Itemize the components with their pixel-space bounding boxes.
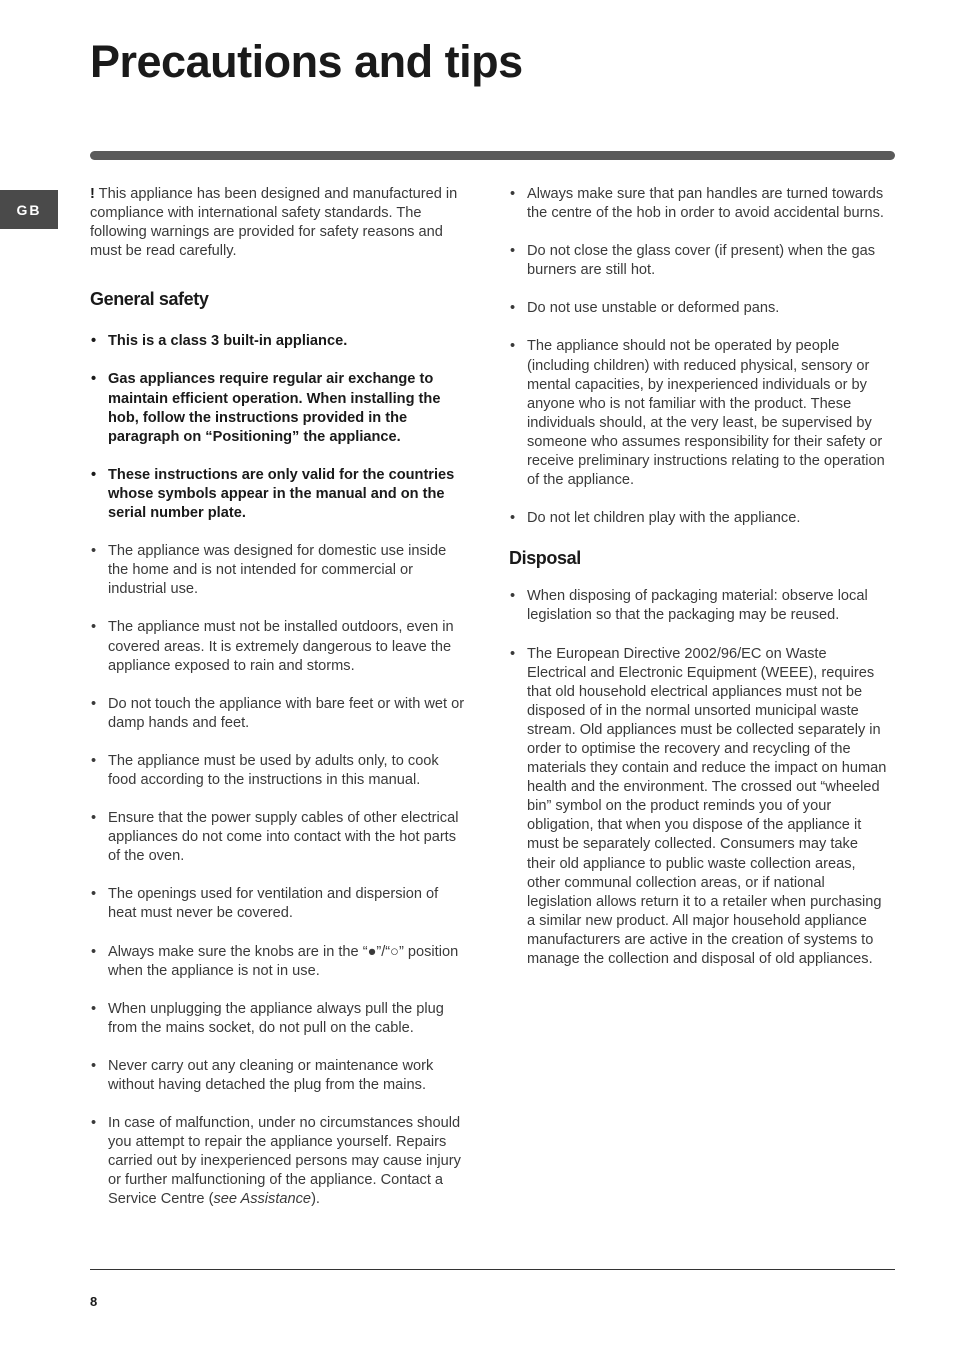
disposal-heading: Disposal <box>509 548 581 569</box>
safety-item: • Do not use unstable or deformed pans. <box>509 299 887 318</box>
safety-item: • The appliance must be used by adults only, to cook food according to the instructions in this manual. <box>90 752 466 790</box>
safety-item: • Ensure that the power supply cables of other electrical appliances do not come into contact with the hot parts of the oven. <box>90 809 466 866</box>
language-tab: GB <box>0 190 58 229</box>
title-divider <box>90 151 895 160</box>
see-assistance-reference: see Assistance <box>213 1191 312 1208</box>
disposal-item: • The European Directive 2002/96/EC on Waste Electrical and Electronic Equipment (WEEE), requires that old household electrical appliances must not be disposed of in the normal unsorted municipal waste stream. Old appliances must be collected separately in order to optimise the recovery and recycling of the materials they contain and reduce the impact on human health and the environment. The crossed out “wheeled bin” symbol on the product reminds you of your obligation, that when you dispose of the appliance it must be separately collected. Consumers may take their old appliance to public waste collection areas, other communal collection areas, or if national legislation allows return it to a retailer when purchasing a similar new product. All major household appliance manufacturers are active in the creation of systems to manage the collection and disposal of old appliances. <box>509 645 887 970</box>
safety-item: • Gas appliances require regular air exchange to maintain efficient operation. When installing the hob, follow the instructions provided in the paragraph on “Positioning” the appliance. <box>90 370 466 446</box>
disposal-item: • When disposing of packaging material: observe local legislation so that the packaging may be reused. <box>509 587 887 625</box>
safety-item: • When unplugging the appliance always pull the plug from the mains socket, do not pull on the cable. <box>90 1000 466 1038</box>
warning-mark: ! <box>90 186 95 202</box>
safety-item: • The openings used for ventilation and dispersion of heat must never be covered. <box>90 885 466 923</box>
safety-item: • Always make sure that pan handles are turned towards the centre of the hob in order to avoid accidental burns. <box>509 185 887 223</box>
safety-item: • Do not close the glass cover (if present) when the gas burners are still hot. <box>509 242 887 280</box>
disposal-list <box>509 587 887 969</box>
safety-item: • Always make sure the knobs are in the “●”/“○” position when the appliance is not in use. <box>90 943 466 981</box>
page-number: 8 <box>90 1294 98 1309</box>
safety-item: • These instructions are only valid for the countries whose symbols appear in the manual and on the serial number plate. <box>90 466 466 523</box>
left-column <box>90 185 466 1229</box>
malfunction-text: In case of malfunction, under no circumstances should you attempt to repair the appliance yourself. Repairs carried out by inexperienced persons may cause injury or further malfunctioning of the appliance. Contact a Service Centre ( <box>108 1115 461 1208</box>
safety-item: • The appliance should not be operated by people (including children) with reduced physical, sensory or mental capacities, by inexperienced individuals or by anyone who is not familiar with the product. These individuals should, at the very least, be supervised by someone who assumes responsibility for their safety or receive preliminary instructions relating to the operation of the appliance. <box>509 337 887 490</box>
safety-item: • The appliance was designed for domestic use inside the home and is not intended for commercial or industrial use. <box>90 542 466 599</box>
page-title: Precautions and tips <box>90 36 523 87</box>
general-safety-list <box>90 332 466 1209</box>
safety-list-continued <box>509 185 887 528</box>
safety-item: • Do not let children play with the appliance. <box>509 509 887 528</box>
right-column <box>509 185 887 988</box>
safety-item: • This is a class 3 built-in appliance. <box>90 332 466 351</box>
footer-divider <box>90 1269 895 1270</box>
safety-item: • The appliance must not be installed outdoors, even in covered areas. It is extremely dangerous to leave the appliance exposed to rain and storms. <box>90 618 466 675</box>
malfunction-text-end: ). <box>311 1191 320 1208</box>
safety-item-malfunction <box>90 1114 466 1209</box>
general-safety-heading: General safety <box>90 289 209 310</box>
intro-paragraph <box>90 185 466 261</box>
intro-text: This appliance has been designed and manufactured in compliance with international safety standards. The following warnings are provided for safety reasons and must be read carefully. <box>90 186 458 260</box>
safety-item: • Never carry out any cleaning or maintenance work without having detached the plug from the mains. <box>90 1057 466 1095</box>
safety-item: • Do not touch the appliance with bare feet or with wet or damp hands and feet. <box>90 695 466 733</box>
